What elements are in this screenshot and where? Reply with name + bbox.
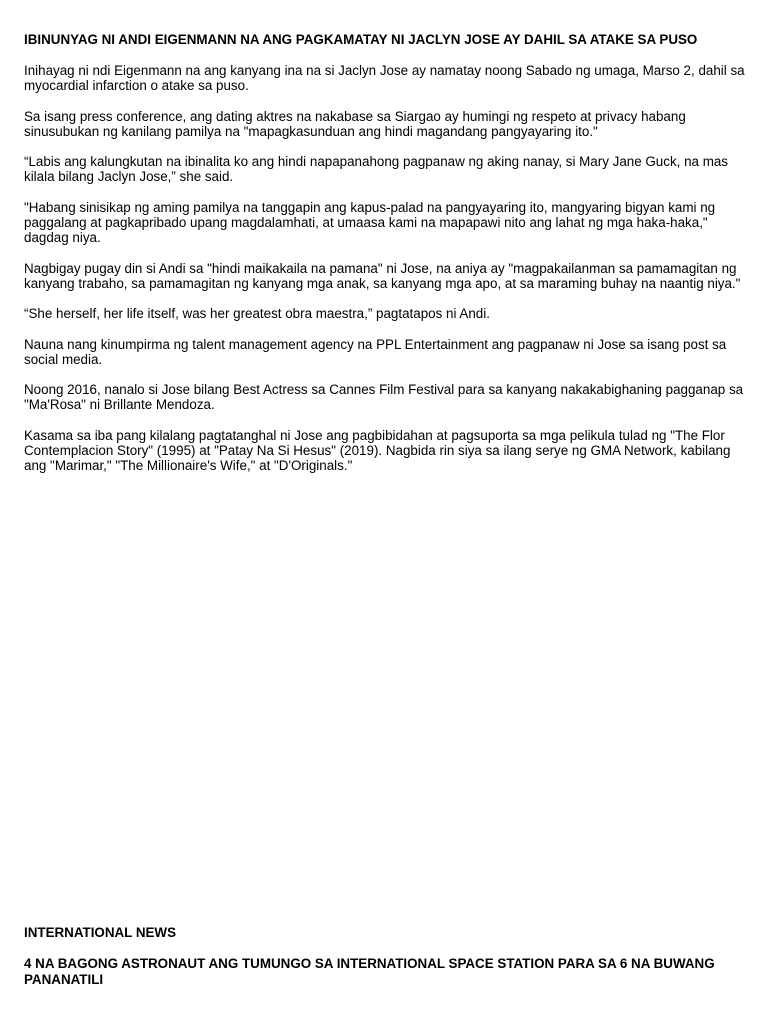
section-label: INTERNATIONAL NEWS <box>24 925 177 940</box>
article-headline: IBINUNYAG NI ANDI EIGENMANN NA ANG PAGKAMATAY NI JACLYN JOSE AY DAHIL SA ATAKE SA PUSO <box>24 32 698 47</box>
article <box>24 32 752 489</box>
article-paragraph: Inihayag ni ndi Eigenmann na ang kanyang ina na si Jaclyn Jose ay namatay noong Sabado ng umaga, Marso 2, dahil sa myocardial infarction o atake sa puso. <box>24 63 745 94</box>
article-paragraph: “She herself, her life itself, was her greatest obra maestra,” pagtatapos ni Andi. <box>24 306 490 322</box>
article-paragraph: Nauna nang kinumpirma ng talent management agency na PPL Entertainment ang pagpanaw ni Jose sa isang post sa social media. <box>24 336 727 367</box>
article-paragraph: Kasama sa iba pang kilalang pagtatanghal ni Jose ang pagbibidahan at pagsuporta sa mga pelikula tulad ng "The Flor Contemplacion Story" (1995) at "Patay Na Si Hesus" (2019). Nagbida rin siya sa ilang serye ng GMA Network, kabilang ang "Marimar," "The Millionaire's Wife," at "D'Originals." <box>24 427 731 474</box>
international-headline: 4 NA BAGONG ASTRONAUT ANG TUMUNGO SA INTERNATIONAL SPACE STATION PARA SA 6 NA BUWANG PANANATILI <box>24 956 715 987</box>
international-news-section <box>24 925 752 987</box>
article-paragraph: Noong 2016, nanalo si Jose bilang Best Actress sa Cannes Film Festival para sa kanyang nakakabighaning pagganap sa "Ma'Rosa" ni Brillante Mendoza. <box>24 382 744 413</box>
article-paragraph: “Labis ang kalungkutan na ibinalita ko ang hindi napapanahong pagpanaw ng aking nanay, si Mary Jane Guck, na mas kilala bilang Jaclyn Jose,” she said. <box>24 154 728 185</box>
article-paragraph: Sa isang press conference, ang dating aktres na nakabase sa Siargao ay humingi ng respeto at privacy habang sinusubukan ng kanilang pamilya na "mapagkasunduan ang hindi magandang pangyayaring ito." <box>24 108 686 139</box>
article-paragraph: "Habang sinisikap ng aming pamilya na tanggapin ang kapus-palad na pangyayaring ito, mangyaring bigyan kami ng paggalang at pagkapribado upang magdalamhati, at umaasa kami na mapapawi nito ang lahat ng mga haka-haka," dagdag niya. <box>24 199 716 246</box>
article-paragraph: Nagbigay pugay din si Andi sa "hindi maikakaila na pamana" ni Jose, na aniya ay "magpakailanman sa pamamagitan ng kanyang trabaho, sa pamamagitan ng kanyang mga anak, sa kanyang mga apo, at sa maraming buhay na naantig niya." <box>24 260 741 291</box>
